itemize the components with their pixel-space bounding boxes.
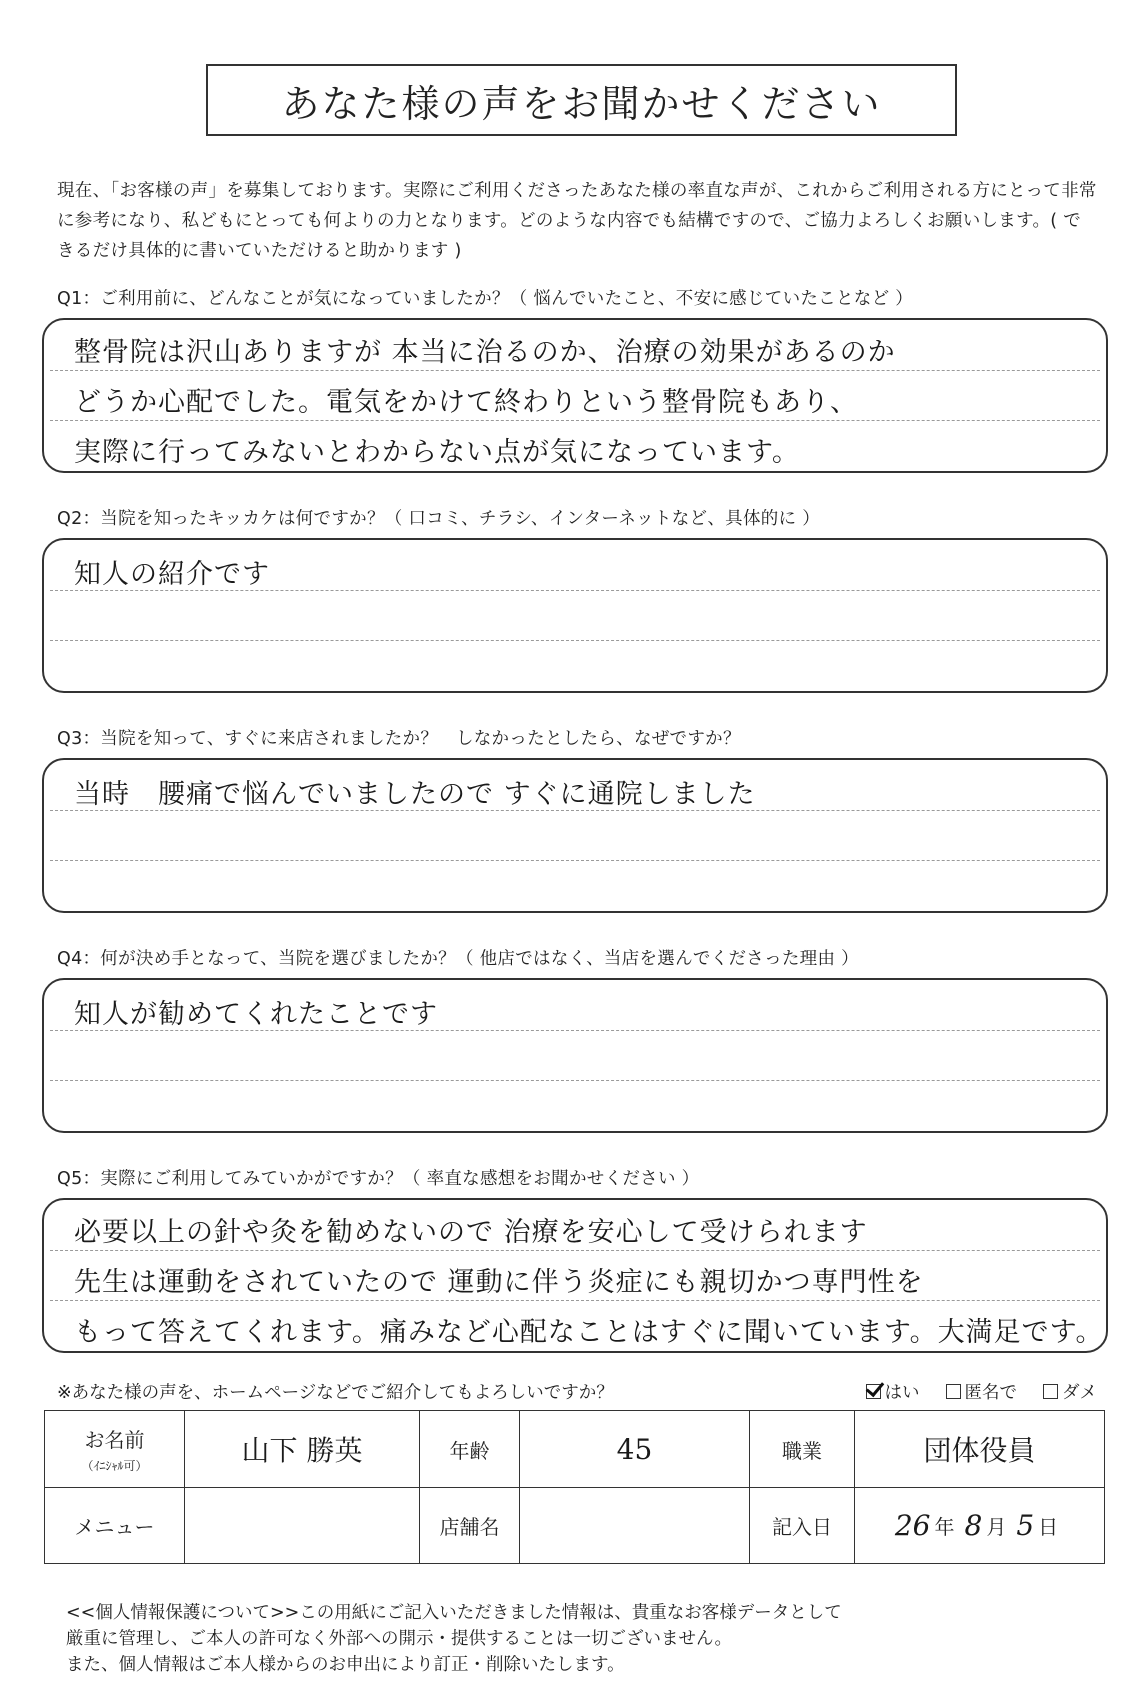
question-1-answer-box[interactable] [42, 318, 1108, 473]
consent-option-no[interactable] [1043, 1379, 1097, 1404]
question-2-answer-box[interactable] [42, 538, 1108, 693]
question-3-label: Q3：当院を知って、すぐに来店されましたか？ しなかったとしたら、なぜですか？ [57, 729, 741, 749]
question-2-label: Q2：当院を知ったキッカケは何ですか？（ 口コミ、チラシ、インターネットなど、具体的に ） [57, 509, 821, 529]
answer-line: 実際に行ってみないとわからない点が気になっています。 [74, 437, 800, 468]
date-month: 8 [964, 1509, 983, 1542]
customer-info-table [44, 1410, 1105, 1564]
form-title: あなた様の声をお聞かせください [206, 64, 957, 136]
privacy-line: また、個人情報はご本人様からのお申出により訂正・削除いたします。 [66, 1655, 625, 1675]
privacy-notice [66, 1600, 1106, 1678]
job-field[interactable]: 団体役員 [855, 1411, 1105, 1488]
checkbox-checked-icon[interactable] [866, 1384, 881, 1399]
consent-option-label: 匿名で [964, 1383, 1017, 1403]
store-label: 店舗名 [420, 1488, 520, 1564]
consent-option-anonymous[interactable] [946, 1379, 1018, 1404]
question-3-answer-box[interactable] [42, 758, 1108, 913]
date-label: 記入日 [750, 1488, 855, 1564]
consent-option-label: ダメ [1062, 1383, 1097, 1403]
date-year: 26 [894, 1509, 931, 1542]
checkbox-icon[interactable] [946, 1384, 961, 1399]
name-field[interactable]: 山下 勝英 [185, 1411, 420, 1488]
question-1-label: Q1：ご利用前に、どんなことが気になっていましたか？（ 悩んでいたこと、不安に感じていたことなど ） [57, 289, 914, 309]
question-4-label: Q4：何が決め手となって、当院を選びましたか？（ 他店ではなく、当店を選んでくださった理由 ） [57, 949, 859, 969]
consent-option-yes[interactable] [866, 1379, 920, 1404]
consent-row [57, 1379, 1109, 1404]
privacy-line: 厳重に管理し、ご本人の許可なく外部への開示・提供することは一切ございません。 [66, 1629, 733, 1649]
job-label: 職業 [750, 1411, 855, 1488]
question-4-answer-box[interactable] [42, 978, 1108, 1133]
date-day: 5 [1016, 1509, 1035, 1542]
intro-text: 現在、「お客様の声」を募集しております。実際にご利用くださったあなた様の率直な声が、これからご利用される方にとって非常に参考になり、私どもにとっても何よりの力となります。どのような内容でも結構ですので、ご協力よろしくお願いします。( できるだけ具体的に書いていただけると助かります ) [57, 181, 1097, 261]
age-label: 年齢 [420, 1411, 520, 1488]
question-5-label: Q5：実際にご利用してみていかがですか？（ 率直な感想をお聞かせください ） [57, 1169, 700, 1189]
checkbox-icon[interactable] [1043, 1384, 1058, 1399]
answer-line: 知人が勧めてくれたことです [74, 999, 438, 1030]
date-day-unit: 日 [1038, 1515, 1059, 1539]
answer-line: 整骨院は沢山ありますが 本当に治るのか、治療の効果があるのか [74, 337, 896, 368]
menu-label: メニュー [45, 1488, 185, 1564]
privacy-line: <<個人情報保護について>>この用紙にご記入いただきました情報は、貴重なお客様データとして [66, 1603, 842, 1623]
date-field[interactable] [855, 1488, 1105, 1564]
store-field[interactable] [520, 1488, 750, 1564]
consent-options [866, 1379, 1098, 1404]
date-month-unit: 月 [986, 1515, 1007, 1539]
question-5-answer-box[interactable] [42, 1198, 1108, 1353]
menu-field[interactable] [185, 1488, 420, 1564]
consent-question: ※あなた様の声を、ホームページなどでご紹介してもよろしいですか？ [57, 1383, 614, 1403]
answer-line: 当時 腰痛で悩んでいましたので すぐに通院しました [74, 779, 756, 810]
name-sub-label: （ｲﾆｼｬﾙ可） [81, 1459, 148, 1473]
name-label-cell [45, 1411, 185, 1488]
answer-line: 先生は運動をされていたので 運動に伴う炎症にも親切かつ専門性を [74, 1267, 924, 1298]
answer-line: 知人の紹介です [74, 559, 270, 590]
answer-line: もって答えてくれます。痛みなど心配なことはすぐに聞いています。大満足です。 [74, 1317, 1104, 1348]
answer-line: 必要以上の針や灸を勧めないので 治療を安心して受けられます [74, 1217, 868, 1248]
date-year-unit: 年 [934, 1515, 955, 1539]
consent-option-label: はい [884, 1383, 920, 1403]
answer-line: どうか心配でした。電気をかけて終わりという整骨院もあり、 [74, 387, 858, 418]
name-label: お名前 [84, 1428, 145, 1452]
age-field[interactable]: 45 [520, 1411, 750, 1488]
